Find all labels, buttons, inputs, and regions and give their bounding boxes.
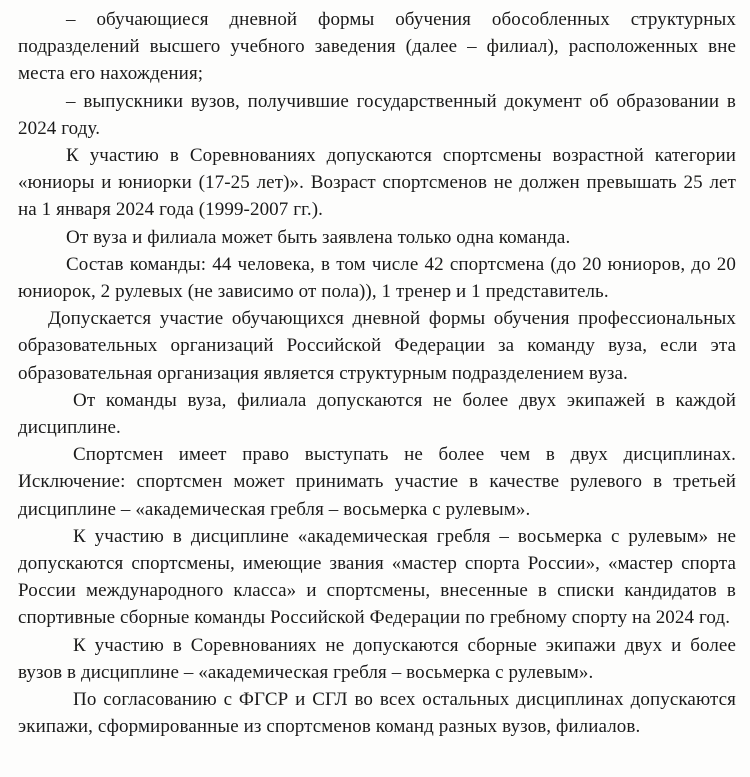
paragraph-graduates: – выпускники вузов, получившие государственный документ об образовании в 2024 году.	[18, 90, 736, 139]
paragraph-eight-restriction: К участию в дисциплине «академическая гребля – восьмерка с рулевым» не допускаются спортсмены, имеющие звания «мастер спорта России», «мастер спорта России международного класса» и спортсмены, внесенные в списки кандидатов в спортивные сборные команды Российской Федерации по гребному спорту на 2024 год.	[18, 525, 736, 629]
paragraph-branch-students: – обучающиеся дневной формы обучения обособленных структурных подразделений высшего учебного заведения (далее – филиал), расположенных вне места его нахождения;	[18, 9, 736, 85]
paragraph-mixed-crews: По согласованию с ФГСР и СГЛ во всех остальных дисциплинах допускаются экипажи, сформированные из спортсменов команд разных вузов, филиалов.	[18, 689, 736, 738]
paragraph-age-category: К участию в Соревнованиях допускаются спортсмены возрастной категории «юниоры и юниорки (17-25 лет)». Возраст спортсменов не должен превышать 25 лет на 1 января 2024 года (1999-2007 гг.).	[18, 145, 736, 221]
paragraph-one-team: От вуза и филиала может быть заявлена только одна команда.	[66, 226, 571, 248]
paragraph-crews-limit: От команды вуза, филиала допускаются не более двух экипажей в каждой дисциплине.	[18, 389, 736, 439]
paragraph-disciplines-limit: Спортсмен имеет право выступать не более чем в двух дисциплинах. Исключение: спортсмен может принимать участие в качестве рулевого в третьей дисциплине – «академическая гребля – восьмерка с рулевым».	[18, 444, 736, 520]
paragraph-team-composition: Состав команды: 44 человека, в том числе 42 спортсмена (до 20 юниоров, до 20 юниорок, 2 рулевых (не зависимо от пола)), 1 тренер и 1 представитель.	[18, 253, 736, 303]
paragraph-vocational-students: Допускается участие обучающихся дневной формы обучения профессиональных образовательных организаций Российской Федерации за команду вуза, если эта образовательная организация является структурным подразделением вуза.	[18, 308, 736, 384]
paragraph-combined-crews: К участию в Соревнованиях не допускаются сборные экипажи двух и более вузов в дисциплине – «академическая гребля – восьмерка с рулевым».	[18, 634, 736, 683]
